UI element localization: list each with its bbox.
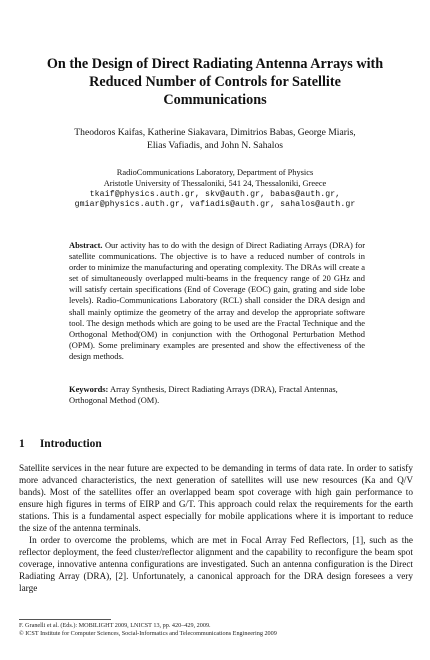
authors-line: Theodoros Kaifas, Katherine Siakavara, Dimitrios Babas, George Miaris, bbox=[74, 127, 356, 138]
keywords bbox=[69, 384, 365, 406]
abstract bbox=[69, 240, 365, 362]
keywords-label: Keywords: bbox=[69, 384, 109, 394]
email-line: tkaif@physics.auth.gr, skv@auth.gr, babas@auth.gr, bbox=[89, 189, 341, 199]
authors-line: Elias Vafiadis, and John N. Sahalos bbox=[147, 139, 283, 151]
affiliation-line: Aristotle University of Thessaloniki, 541 24, Thessaloniki, Greece bbox=[103, 178, 327, 188]
affiliation bbox=[10, 168, 420, 211]
footnote-rule bbox=[19, 619, 111, 620]
paragraph: Satellite services in the near future are expected to be demanding in terms of data rate. In order to satisfy more advanced characteristics, the next generation of satellites will use new resources (Ka and Q/V bands). Most of the satellites offer an overlapped beam spot coverage with high gain performance to ensure high figures in terms of EIRP and G/T. This approach could relax the requirements for the earth stations. This is a fundamental aspect especially for mobile applications where it is important to reduce the size of the antenna terminals. bbox=[19, 464, 413, 534]
title-line: Reduced Number of Controls for Satellite bbox=[89, 74, 341, 90]
paper-title bbox=[20, 55, 410, 109]
section-heading bbox=[19, 438, 102, 450]
footnote-line: © ICST Institute for Computer Sciences, Social-Informatics and Telecommunications Engineering 2009 bbox=[19, 630, 277, 637]
section-title: Introduction bbox=[39, 438, 102, 450]
footnote-line: F. Granelli et al. (Eds.): MOBILIGHT 2009, LNICST 13, pp. 420–429, 2009. bbox=[19, 622, 211, 629]
keywords-text: Array Synthesis, Direct Radiating Arrays (DRA), Fractal Antennas, Orthogonal Method (OM). bbox=[69, 384, 338, 406]
title-line: Communications bbox=[163, 92, 267, 108]
author-list bbox=[20, 127, 410, 152]
email-line: gmiar@physics.auth.gr, vafiadis@auth.gr, sahalos@auth.gr bbox=[74, 200, 356, 210]
affiliation-line: RadioCommunications Laboratory, Department of Physics bbox=[116, 168, 314, 177]
footnote bbox=[19, 622, 419, 638]
section-number: 1 bbox=[19, 438, 25, 450]
abstract-text: Our activity has to do with the design of Direct Radiating Arrays (DRA) for satellite communications. The objective is to have a reduced number of controls in order to minimize the manufacturing and operating complexity. The DRAs will create a set of simultaneously overlapped multi-beams in the frequency range of 20 GHz and will satisfy certain specifications (End of Coverage (EOC) gain, grating and side lobe levels). Radio-Communications Laboratory (RCL) shall consider the DRA design and shall mainly optimize the geometry of the array and develop the appropriate software tool. The design methods which are going to be used are the Fractal Technique and the Orthogonal Method(OM) in conjunction with the Orthogonal Perturbation Method (OPM). Some preliminary examples are presented and show the effectiveness of the design methods. bbox=[69, 240, 365, 361]
title-line: On the Design of Direct Radiating Antenna Arrays with bbox=[46, 56, 384, 72]
abstract-label: Abstract. bbox=[69, 240, 103, 250]
paragraph: In order to overcome the problems, which are met in Focal Array Fed Reflectors, [1], such as the reflector deployment, the feed cluster/reflector alignment and the capability to reconfigure the beam spot coverage, innovative antenna configurations are investigated. Such an antenna configuration is the Direct Radiating Array (DRA), [2]. Unfortunately, a canonical approach for the DRA design foresees a very large bbox=[19, 536, 413, 594]
body-text bbox=[19, 463, 413, 595]
